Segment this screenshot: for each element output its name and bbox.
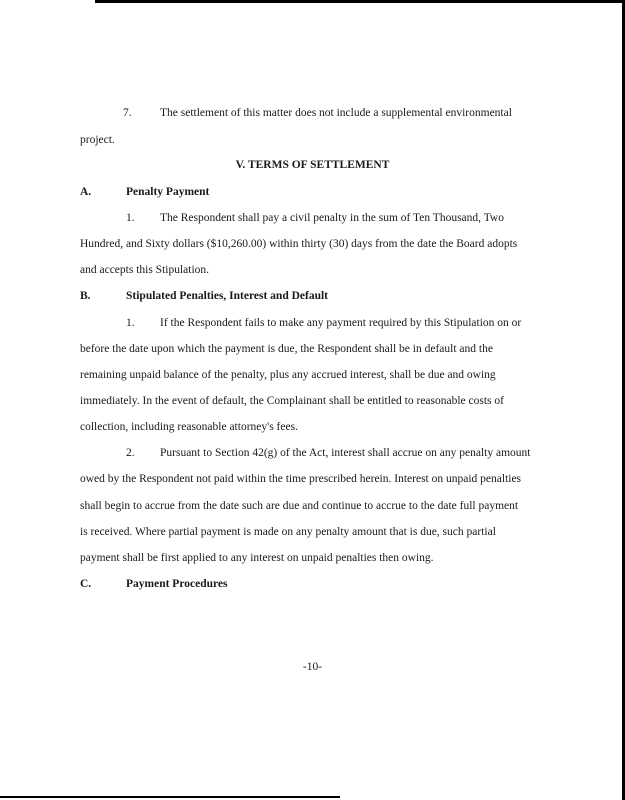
section-a-para-1-line-1: The Respondent shall pay a civil penalty in the sum of Ten Thousand, Two — [160, 212, 504, 224]
section-b-para-1-line-3: remaining unpaid balance of the penalty, plus any accrued interest, shall be due and owing — [80, 369, 496, 381]
section-b-para-2-line-5: payment shall be first applied to any interest on unpaid penalties then owing. — [80, 552, 434, 564]
section-b-para-2-line-3: shall begin to accrue from the date such are due and continue to accrue to the date full payment — [80, 500, 519, 512]
section-b-para-2-number: 2. — [126, 447, 135, 459]
section-a-para-1-line-2: Hundred, and Sixty dollars ($10,260.00) within thirty (30) days from the date the Board adopts — [80, 238, 518, 250]
section-title: V. TERMS OF SETTLEMENT — [235, 159, 390, 171]
section-b-title: Stipulated Penalties, Interest and Default — [126, 290, 328, 302]
section-a-para-1-line-3: and accepts this Stipulation. — [80, 264, 210, 276]
section-a-letter: A. — [80, 186, 92, 198]
section-a-para-1-number: 1. — [126, 212, 135, 224]
top-border-rule — [95, 0, 625, 3]
section-c-letter: C. — [80, 578, 92, 590]
section-b-letter: B. — [80, 290, 91, 302]
section-b-para-2-line-2: owed by the Respondent not paid within the time prescribed herein. Interest on unpaid penalties — [80, 473, 522, 485]
bottom-border-rule — [0, 796, 340, 798]
section-b-para-1-number: 1. — [126, 317, 135, 329]
section-c-title: Payment Procedures — [126, 578, 228, 590]
page-number: -10- — [302, 661, 323, 673]
section-b-para-1-line-1: If the Respondent fails to make any payment required by this Stipulation on or — [160, 317, 522, 329]
section-b-para-2-line-4: is received. Where partial payment is made on any penalty amount that is due, such partial — [80, 526, 496, 538]
section-b-para-2-line-1: Pursuant to Section 42(g) of the Act, interest shall accrue on any penalty amount — [160, 447, 531, 459]
section-b-para-1-line-5: collection, including reasonable attorney's fees. — [80, 421, 298, 433]
paragraph-7-line-2: project. — [80, 134, 115, 146]
section-b-para-1-line-4: immediately. In the event of default, the Complainant shall be entitled to reasonable costs of — [80, 395, 504, 407]
section-a-title: Penalty Payment — [126, 186, 210, 198]
paragraph-7-number: 7. — [123, 107, 132, 119]
section-b-para-1-line-2: before the date upon which the payment is due, the Respondent shall be in default and the — [80, 343, 493, 355]
paragraph-7-line-1: The settlement of this matter does not include a supplemental environmental — [160, 107, 512, 119]
